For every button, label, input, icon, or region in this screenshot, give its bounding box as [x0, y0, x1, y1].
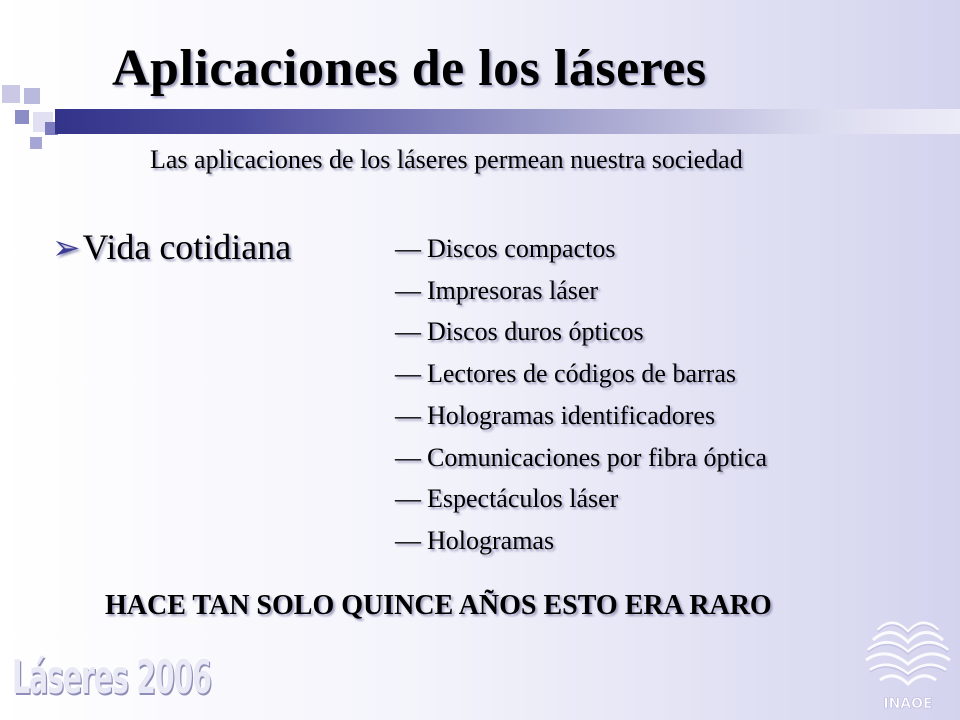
list-item	[395, 437, 767, 479]
list-item-label: Discos compactos	[427, 234, 616, 263]
list-item-label: Espectáculos láser	[427, 484, 619, 514]
decor-square	[30, 137, 42, 149]
dash-marker: —	[395, 317, 421, 347]
dash-marker: —	[395, 275, 421, 305]
list-item-label: Discos duros ópticos	[427, 317, 644, 347]
decor-square	[2, 85, 20, 103]
bullet-vida-cotidiana	[52, 225, 291, 271]
title-bar	[55, 109, 960, 134]
decor-square	[24, 88, 40, 104]
dash-marker: —	[395, 400, 421, 430]
applications-list	[395, 228, 767, 562]
logo-label: INAOE	[883, 696, 933, 712]
dash-marker: —	[395, 234, 421, 263]
list-item-label: Comunicaciones por fibra óptica	[427, 442, 768, 472]
dash-marker: —	[395, 525, 421, 555]
list-item-label: Lectores de códigos de barras	[427, 359, 736, 389]
footer-note: HACE TAN SOLO QUINCE AÑOS ESTO ERA RARO	[105, 590, 772, 621]
dash-marker: —	[395, 442, 421, 472]
page-title: Aplicaciones de los láseres	[112, 40, 707, 97]
decor-square	[15, 110, 29, 124]
list-item	[395, 270, 767, 312]
list-item	[395, 311, 767, 353]
list-item-label: Hologramas identificadores	[427, 400, 716, 430]
list-item-label: Impresoras láser	[427, 275, 599, 305]
list-item-label: Hologramas	[427, 525, 555, 555]
brand-logo-text: Láseres 2006	[12, 650, 211, 704]
list-item	[395, 228, 767, 270]
bullet-label: Vida cotidiana	[82, 227, 292, 267]
list-item	[395, 478, 767, 520]
dash-marker: —	[395, 359, 421, 389]
subtitle: Las aplicaciones de los láseres permean nuestra sociedad	[150, 145, 743, 174]
dash-marker: —	[395, 484, 421, 514]
institution-logo-icon	[858, 610, 958, 716]
list-item	[395, 353, 767, 395]
list-item	[395, 520, 767, 562]
list-item	[395, 395, 767, 437]
arrow-bullet-icon: ➢	[52, 230, 81, 267]
